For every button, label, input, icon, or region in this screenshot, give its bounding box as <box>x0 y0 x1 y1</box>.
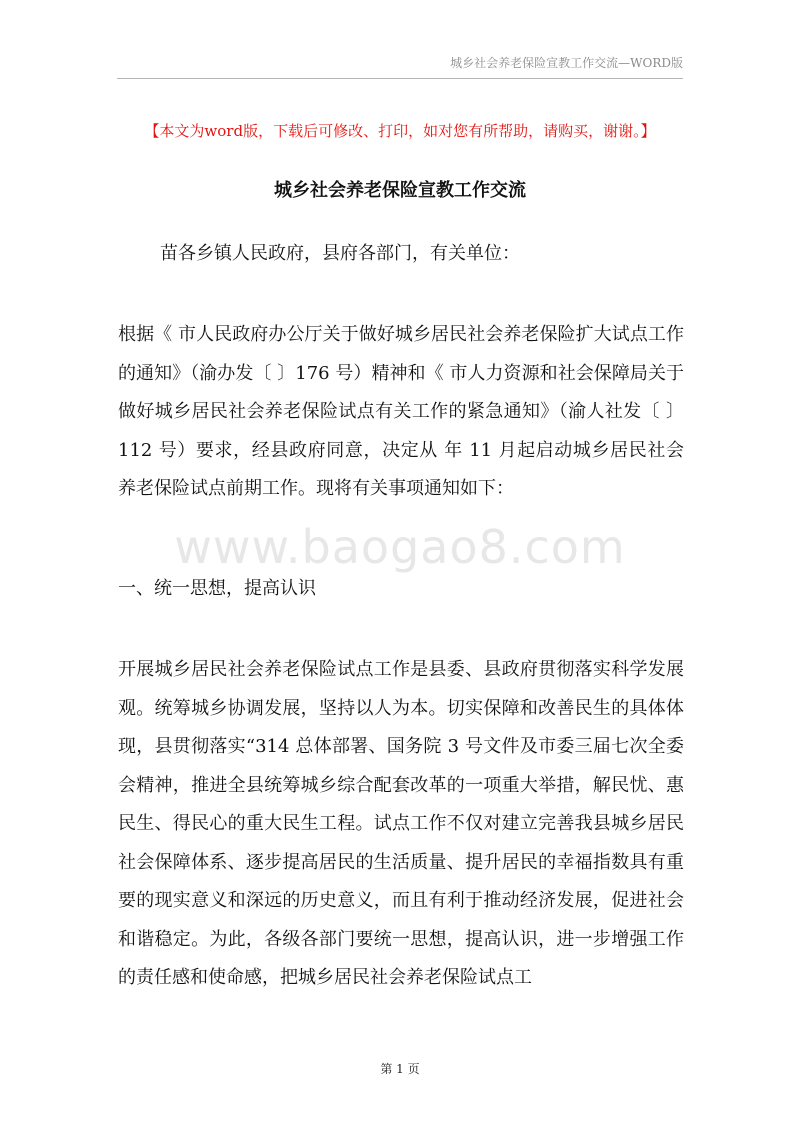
download-notice: 【本文为word版，下载后可修改、打印，如对您有所帮助，请购买，谢谢。】 <box>144 122 656 140</box>
running-header: 城乡社会养老保险宣教工作交流—WORD版 <box>450 56 683 70</box>
body-paragraph-2: 开展城乡居民社会养老保险试点工作是县委、县政府贯彻落实科学发展观。统筹城乡协调发展，坚持以人为本。切实保障和改善民生的具体体现，县贯彻落实“314 总体部署、国务院 3 号文件及市委三届七次全委会精神，推进全县统筹城乡综合配套改革的一项重大举措，解民忧、惠民生、得民心的重大民生工程。试点工作不仅对建立完善我县城乡居民社会保障体系、逐步提高居民的生活质量、提升居民的幸福指数具有重要的现实意义和深远的历史意义，而且有利于推动经济发展，促进社会和谐稳定。为此，各级各部门要统一思想，提高认识，进一步增强工作的责任感和使命感，把城乡居民社会养老保险试点工 <box>118 659 684 988</box>
section-heading-1: 一、统一思想，提高认识 <box>118 578 316 599</box>
body-paragraph-1: 根据《 市人民政府办公厅关于做好城乡居民社会养老保险扩大试点工作的通知》（渝办发〔 〕176 号）精神和《 市人力资源和社会保障局关于做好城乡居民社会养老保险试点有关工作的紧急通知》（渝人社发〔 〕112 号）要求，经县政府同意，决定从 年 11 月起启动城乡居民社会养老保险试点前期工作。现将有关事项通知如下： <box>118 324 684 499</box>
page-number: 第 1 页 <box>380 1062 420 1076</box>
salutation: 苗各乡镇人民政府，县府各部门，有关单位： <box>160 243 520 264</box>
document-title: 城乡社会养老保险宣教工作交流 <box>274 180 526 201</box>
header-divider <box>117 78 683 79</box>
watermark: www.baogao8.com <box>174 520 626 574</box>
